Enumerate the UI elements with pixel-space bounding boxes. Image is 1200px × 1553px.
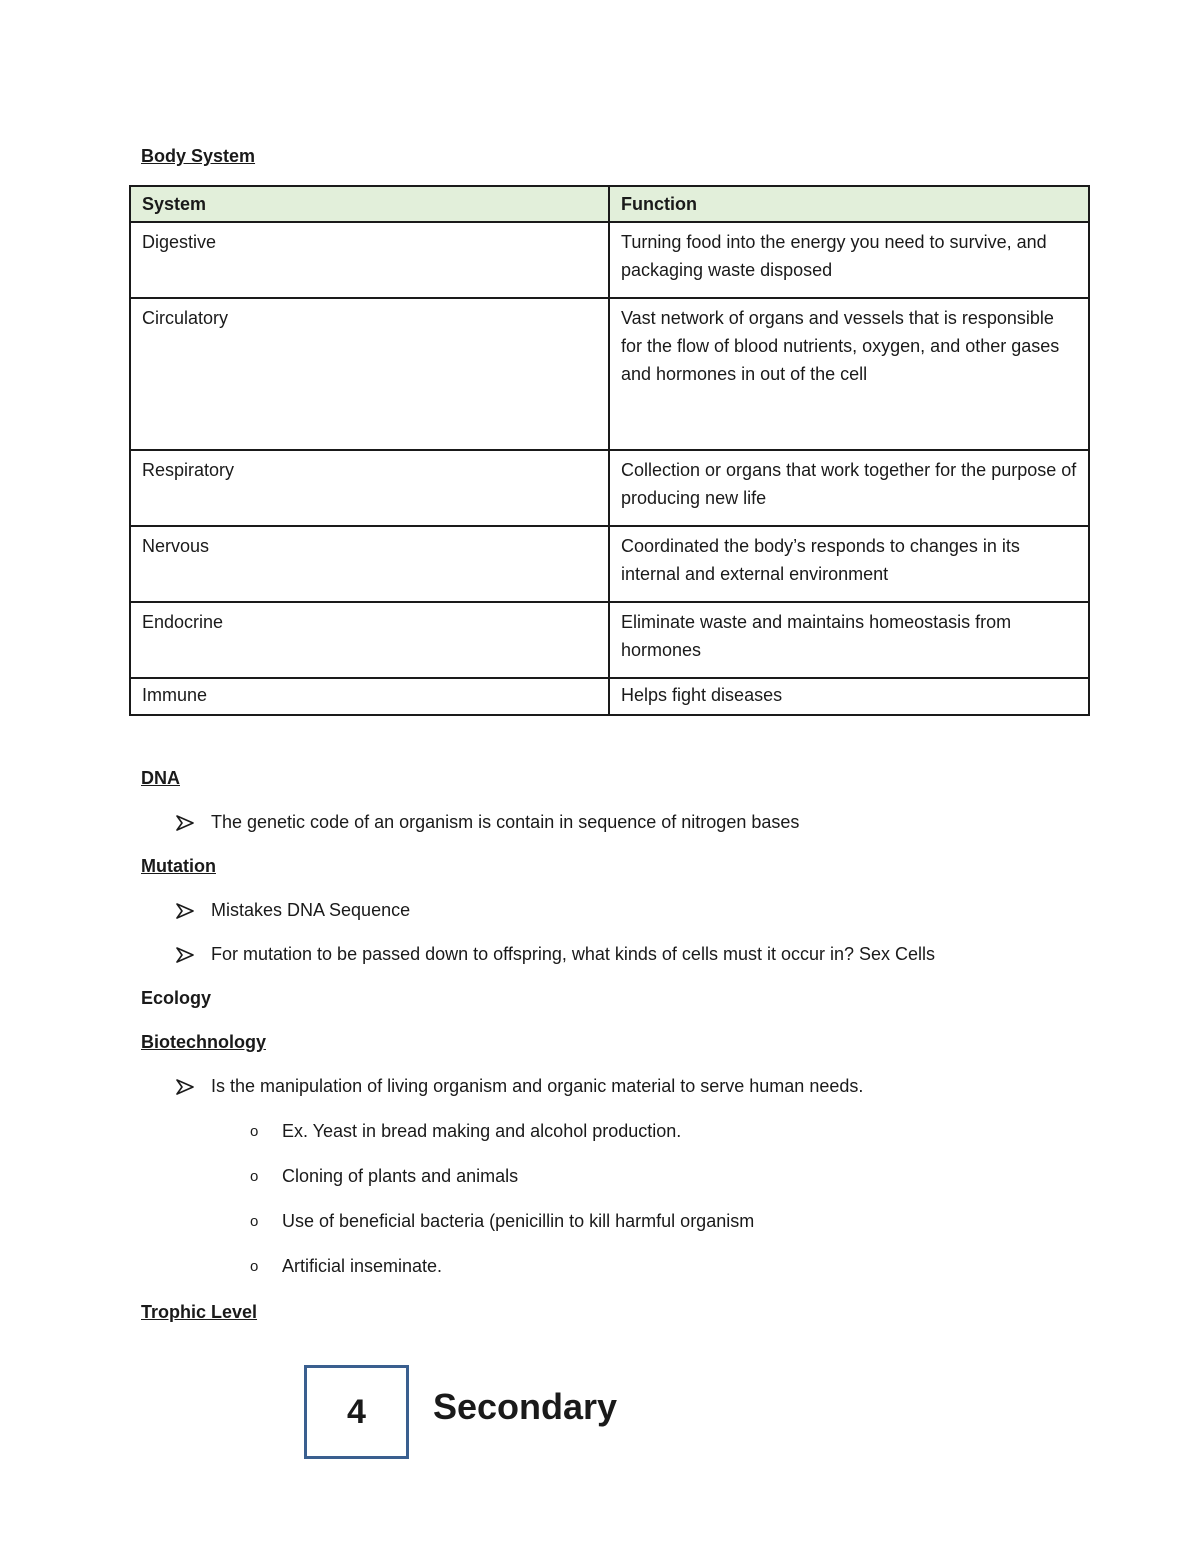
system-cell: Endocrine bbox=[130, 602, 609, 678]
table-row bbox=[130, 678, 1089, 715]
list-item bbox=[250, 1121, 681, 1142]
arrow-bullet-icon bbox=[176, 815, 194, 831]
sub-bullet-text: Use of beneficial bacteria (penicillin to kill harmful organism bbox=[282, 1211, 755, 1231]
trophic-level-heading: Trophic Level bbox=[141, 1302, 258, 1322]
list-item bbox=[250, 1256, 442, 1277]
trophic-level-number-box bbox=[304, 1365, 409, 1459]
body-system-table bbox=[129, 185, 1090, 716]
list-item bbox=[176, 944, 935, 965]
dna-heading: DNA bbox=[141, 768, 180, 788]
system-cell: Respiratory bbox=[130, 450, 609, 526]
ecology-heading: Ecology bbox=[141, 988, 212, 1008]
bullet-text: Is the manipulation of living organism and organic material to serve human needs. bbox=[211, 1076, 864, 1096]
system-cell: Circulatory bbox=[130, 298, 609, 450]
circle-bullet-icon: o bbox=[250, 1258, 259, 1275]
table-row bbox=[130, 298, 1089, 450]
arrow-bullet-icon bbox=[176, 1079, 194, 1095]
system-cell: Digestive bbox=[130, 222, 609, 298]
biotechnology-heading: Biotechnology bbox=[141, 1032, 266, 1052]
circle-bullet-icon: o bbox=[250, 1168, 259, 1185]
list-item bbox=[176, 812, 799, 833]
body-system-heading: Body System bbox=[141, 146, 256, 166]
arrow-bullet-icon bbox=[176, 903, 194, 919]
mutation-heading: Mutation bbox=[141, 856, 216, 876]
function-cell: Collection or organs that work together for the purpose of producing new life bbox=[609, 450, 1089, 526]
table-row bbox=[130, 450, 1089, 526]
trophic-level-number: 4 bbox=[347, 1392, 366, 1431]
function-cell: Eliminate waste and maintains homeostasis from hormones bbox=[609, 602, 1089, 678]
header-function: Function bbox=[609, 186, 1089, 222]
sub-bullet-text: Ex. Yeast in bread making and alcohol production. bbox=[282, 1121, 682, 1141]
bullet-text: The genetic code of an organism is contain in sequence of nitrogen bases bbox=[211, 812, 800, 832]
table-row bbox=[130, 526, 1089, 602]
sub-bullet-text: Artificial inseminate. bbox=[282, 1256, 443, 1276]
circle-bullet-icon: o bbox=[250, 1213, 259, 1230]
sub-bullet-text: Cloning of plants and animals bbox=[282, 1166, 519, 1186]
table-row bbox=[130, 222, 1089, 298]
function-cell: Coordinated the body’s responds to changes in its internal and external environment bbox=[609, 526, 1089, 602]
circle-bullet-icon: o bbox=[250, 1123, 259, 1140]
bullet-text: For mutation to be passed down to offspring, what kinds of cells must it occur in? Sex Cells bbox=[211, 944, 936, 964]
trophic-level-label: Secondary bbox=[433, 1386, 618, 1427]
list-item bbox=[176, 1076, 863, 1097]
system-cell: Nervous bbox=[130, 526, 609, 602]
list-item bbox=[176, 900, 410, 921]
table-header-row bbox=[130, 186, 1089, 222]
arrow-bullet-icon bbox=[176, 947, 194, 963]
function-cell: Vast network of organs and vessels that is responsible for the flow of blood nutrients, oxygen, and other gases and hormones in out of the cell bbox=[609, 298, 1089, 450]
table-row bbox=[130, 602, 1089, 678]
list-item bbox=[250, 1166, 518, 1187]
system-cell: Immune bbox=[130, 678, 609, 715]
header-system: System bbox=[130, 186, 609, 222]
function-cell: Turning food into the energy you need to survive, and packaging waste disposed bbox=[609, 222, 1089, 298]
function-cell: Helps fight diseases bbox=[609, 678, 1089, 715]
bullet-text: Mistakes DNA Sequence bbox=[211, 900, 411, 920]
list-item bbox=[250, 1211, 754, 1232]
